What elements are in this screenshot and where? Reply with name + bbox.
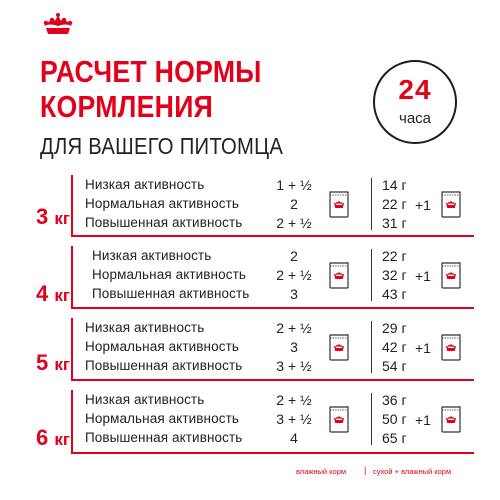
- activity-label: Низкая активность: [85, 177, 205, 192]
- portion-value: 2 + ½: [276, 392, 312, 408]
- portion-value: 3 + ½: [276, 411, 312, 427]
- row-divider: [71, 452, 474, 454]
- dry-wet-pouch-icon: [440, 189, 462, 219]
- portion-value: 2 + ½: [276, 267, 312, 283]
- wet-food-pouch-icon: [328, 404, 350, 434]
- row-divider: [71, 379, 474, 381]
- activity-label: Низкая активность: [85, 320, 205, 335]
- legend-wet: влажный корм: [296, 467, 347, 476]
- row-vertical-line: [71, 390, 73, 452]
- portion-value: 2 + ½: [276, 320, 312, 336]
- row-divider: [71, 307, 474, 309]
- weight-unit: кг: [54, 355, 70, 374]
- grams-value: 31 г: [382, 215, 407, 231]
- portion-value: 2 + ½: [276, 215, 312, 231]
- grams-value: 22 г: [382, 248, 407, 264]
- column-separator: [371, 249, 372, 301]
- page-title-line1: РАСЧЕТ НОРМЫ: [40, 54, 262, 89]
- row-vertical-line: [71, 246, 73, 307]
- activity-label: Низкая активность: [85, 392, 205, 407]
- grams-value: 65 г: [382, 430, 407, 446]
- dry-wet-pouch-icon: [440, 332, 462, 362]
- grams-value: 32 г: [382, 267, 407, 283]
- portion-value: 1 + ½: [276, 177, 312, 193]
- page-subtitle: ДЛЯ ВАШЕГО ПИТОМЦА: [40, 133, 284, 159]
- activity-label: Повышенная активность: [85, 430, 243, 445]
- portion-value: 3 + ½: [276, 358, 312, 374]
- hours-badge: [373, 60, 457, 144]
- weight-label: [36, 425, 70, 451]
- grams-value: 22 г: [382, 196, 407, 212]
- grams-value: 36 г: [382, 392, 407, 408]
- weight-unit: кг: [54, 286, 70, 305]
- weight-label: [36, 204, 70, 230]
- wet-food-pouch-icon: [328, 260, 350, 290]
- grams-value: 54 г: [382, 358, 407, 374]
- weight-unit: кг: [54, 430, 70, 449]
- grams-value: 42 г: [382, 339, 407, 355]
- row-divider: [71, 235, 474, 237]
- weight-unit: кг: [54, 209, 70, 228]
- plus-one-label: +1: [415, 197, 431, 213]
- legend-dry-wet: сухой + влажный корм: [373, 467, 452, 476]
- weight-value: 4: [36, 281, 49, 306]
- activity-label: Нормальная активность: [85, 196, 239, 211]
- row-vertical-line: [71, 175, 73, 235]
- weight-value: 3: [36, 204, 49, 229]
- wet-food-pouch-icon: [328, 189, 350, 219]
- row-vertical-line: [71, 318, 73, 379]
- column-separator: [371, 178, 372, 230]
- activity-label: Повышенная активность: [85, 358, 243, 373]
- hours-badge-number: 24: [398, 74, 432, 105]
- plus-one-label: +1: [415, 412, 431, 428]
- grams-value: 50 г: [382, 411, 407, 427]
- portion-value: 2: [290, 196, 298, 212]
- plus-one-label: +1: [415, 340, 431, 356]
- portion-value: 2: [290, 248, 298, 264]
- weight-value: 6: [36, 425, 49, 450]
- column-separator: [371, 393, 372, 445]
- activity-label: Нормальная активность: [92, 267, 246, 282]
- activity-label: Повышенная активность: [92, 286, 250, 301]
- activity-label: Нормальная активность: [85, 411, 239, 426]
- plus-one-label: +1: [415, 268, 431, 284]
- weight-value: 5: [36, 350, 49, 375]
- column-separator: [371, 321, 372, 373]
- portion-value: 3: [290, 286, 298, 302]
- dry-wet-pouch-icon: [440, 404, 462, 434]
- grams-value: 43 г: [382, 286, 407, 302]
- activity-label: Нормальная активность: [85, 339, 239, 354]
- portion-value: 3: [290, 339, 298, 355]
- weight-label: [36, 281, 70, 307]
- legend-separator: |: [364, 465, 367, 475]
- activity-label: Повышенная активность: [85, 215, 243, 230]
- grams-value: 29 г: [382, 320, 407, 336]
- portion-value: 4: [290, 430, 298, 446]
- crown-logo-icon: [40, 12, 76, 42]
- page-title-line2: КОРМЛЕНИЯ: [40, 89, 214, 124]
- hours-badge-label: часа: [399, 110, 431, 127]
- grams-value: 14 г: [382, 177, 407, 193]
- wet-food-pouch-icon: [328, 332, 350, 362]
- activity-label: Низкая активность: [92, 248, 212, 263]
- weight-label: [36, 350, 70, 376]
- dry-wet-pouch-icon: [440, 260, 462, 290]
